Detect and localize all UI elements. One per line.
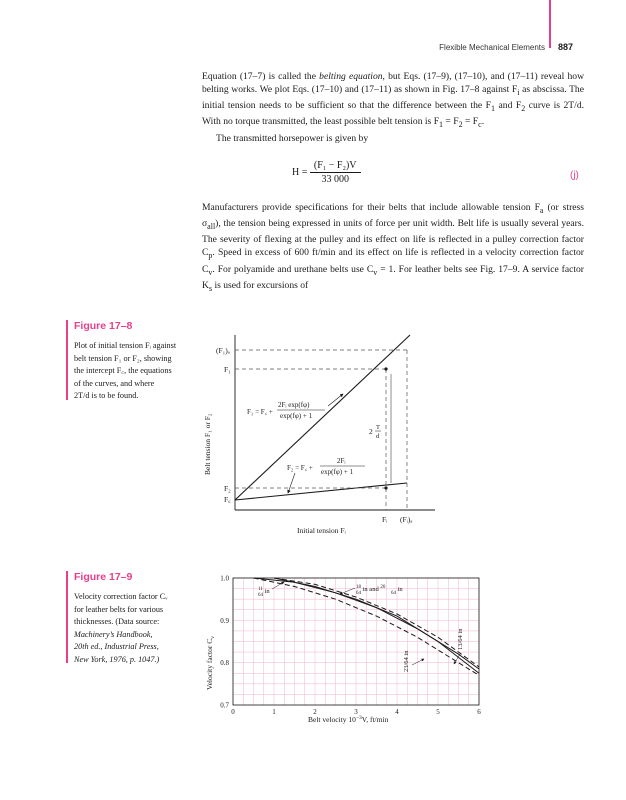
y-tick-label: 0.9 <box>220 616 229 625</box>
xtick-fi: Fᵢ <box>382 515 388 524</box>
x-tick-label: 2 <box>313 708 317 716</box>
torque-coefficient: 2 <box>369 427 373 436</box>
figure-17-9-caption: Velocity correction factor Cᵥ for leather belts for various thicknesses. (Data source: Machinery’s Handbook, 20th ed., Industrial Press, New York, 1976, p. 1047.) <box>74 592 168 664</box>
f2-intersection-point <box>384 486 387 489</box>
figure-17-9-title: Figure 17–9 <box>74 571 133 583</box>
xtick-fia: (Fᵢ)ₐ <box>400 515 413 524</box>
paragraph-belting-equation: Equation (17–7) is called the belting equation, but Eqs. (17–9), (17–10), and (17–11) reveal how belting works. We plot Eqs. (17–10) and (17–11) as shown in Fig. 17–8 against $F_i$ as abscissa. The initial tension needs to be sufficient so that the difference between the $F_1$ and $F_2$ curve is 2T/d. With no torque transmitted, the least possible belt tension is $F_1 = F_2 = F_c$. <box>202 71 585 130</box>
ytick-f1a: (F₁)ₐ <box>216 346 230 355</box>
running-title: Flexible Mechanical Elements <box>439 43 545 52</box>
x-tick-label: 4 <box>395 708 399 716</box>
eq1-lhs: F₁ = F꜀ + <box>247 408 273 416</box>
eq1-numerator: 2Fᵢ exp(fφ) <box>278 401 310 409</box>
y-axis-label: Belt tension F₁ or F₂ <box>203 413 212 475</box>
equation-horsepower: H = $\frac{\text{(F₁ − F₂)V}}{33 000}$ <box>292 160 361 185</box>
eq2-lhs: F₂ = F꜀ + <box>287 464 313 472</box>
fig9-x-axis-label: Belt velocity $10^{-3}V$, ft/min <box>308 715 389 724</box>
f2-line <box>235 483 407 500</box>
label-18-20-64: 18 64 in and $^{20}$64 in <box>356 585 403 596</box>
page-number: 887 <box>558 42 574 52</box>
label-13-64: 13/64 in <box>457 628 464 650</box>
f1-intersection-point <box>384 367 387 370</box>
body-text-bottom <box>202 201 584 295</box>
ytick-f2: F₂ <box>224 484 231 493</box>
x-tick-label: 0 <box>231 708 235 716</box>
figure-17-8-title: Figure 17–8 <box>74 320 133 332</box>
x-tick-label: 1 <box>272 708 276 716</box>
equation-number: (j) <box>570 170 579 181</box>
ytick-fc: F꜀ <box>224 495 231 504</box>
x-axis-label: Initial tension Fᵢ <box>297 526 346 535</box>
ytick-f1: F₁ <box>224 365 231 374</box>
body-text-top <box>202 70 584 145</box>
figure-17-8-chart <box>195 330 455 545</box>
paragraph-manufacturer-specs: Manufacturers provide specifications for their belts that include allowable tension $F_a$ (or stress $\sigma_{all}$), the tension being expressed in units of force per unit width. Belt life is usually several years. The severity of flexing at the pulley and its effect on life is reflected in a pulley correction factor $C_p$. Speed in excess of 600 ft/min and its effect on life is reflected in a velocity correction factor $C_v$. For polyamide and urethane belts use $C_v = 1$. For leather belts see Fig. 17–9. A service factor $K_s$ is used for excursions of <box>202 202 585 293</box>
eq2-arrow <box>288 473 295 493</box>
figure-17-9-accent-bar <box>66 571 68 663</box>
label-23-64-arrow <box>412 659 424 665</box>
paragraph-horsepower-intro: The transmitted horsepower is given by <box>216 132 369 144</box>
y-tick-label: 0.8 <box>220 659 229 668</box>
page-accent-rule <box>549 0 551 48</box>
torque-numerator: T <box>376 424 380 431</box>
eq2-numerator: 2Fᵢ <box>337 457 346 465</box>
y-tick-label: 1.0 <box>220 574 229 583</box>
y-tick-label: 0.7 <box>220 701 229 710</box>
x-tick-label: 5 <box>436 708 440 716</box>
label-11-64: 11 64 in <box>258 587 270 598</box>
x-tick-label: 3 <box>354 708 358 716</box>
label-23-64: 23/64 in <box>403 650 410 672</box>
eq1-denominator: exp(fφ) + 1 <box>280 412 313 420</box>
figure-17-9-chart <box>200 570 500 730</box>
x-tick-label: 6 <box>477 708 481 716</box>
torque-denominator: d <box>376 433 380 440</box>
fig9-y-axis-label: Velocity factor $C_v$ <box>205 636 216 690</box>
label-18-20-arrow <box>340 588 355 594</box>
figure-17-8-caption: Plot of initial tension Fᵢ against belt tension F₁ or F₂, showing the intercept F꜀, the equations of the curves, and where 2T/d is to be found. <box>74 341 177 401</box>
figure-17-8-accent-bar <box>66 320 68 400</box>
eq2-denominator: exp(fφ) + 1 <box>321 468 354 476</box>
